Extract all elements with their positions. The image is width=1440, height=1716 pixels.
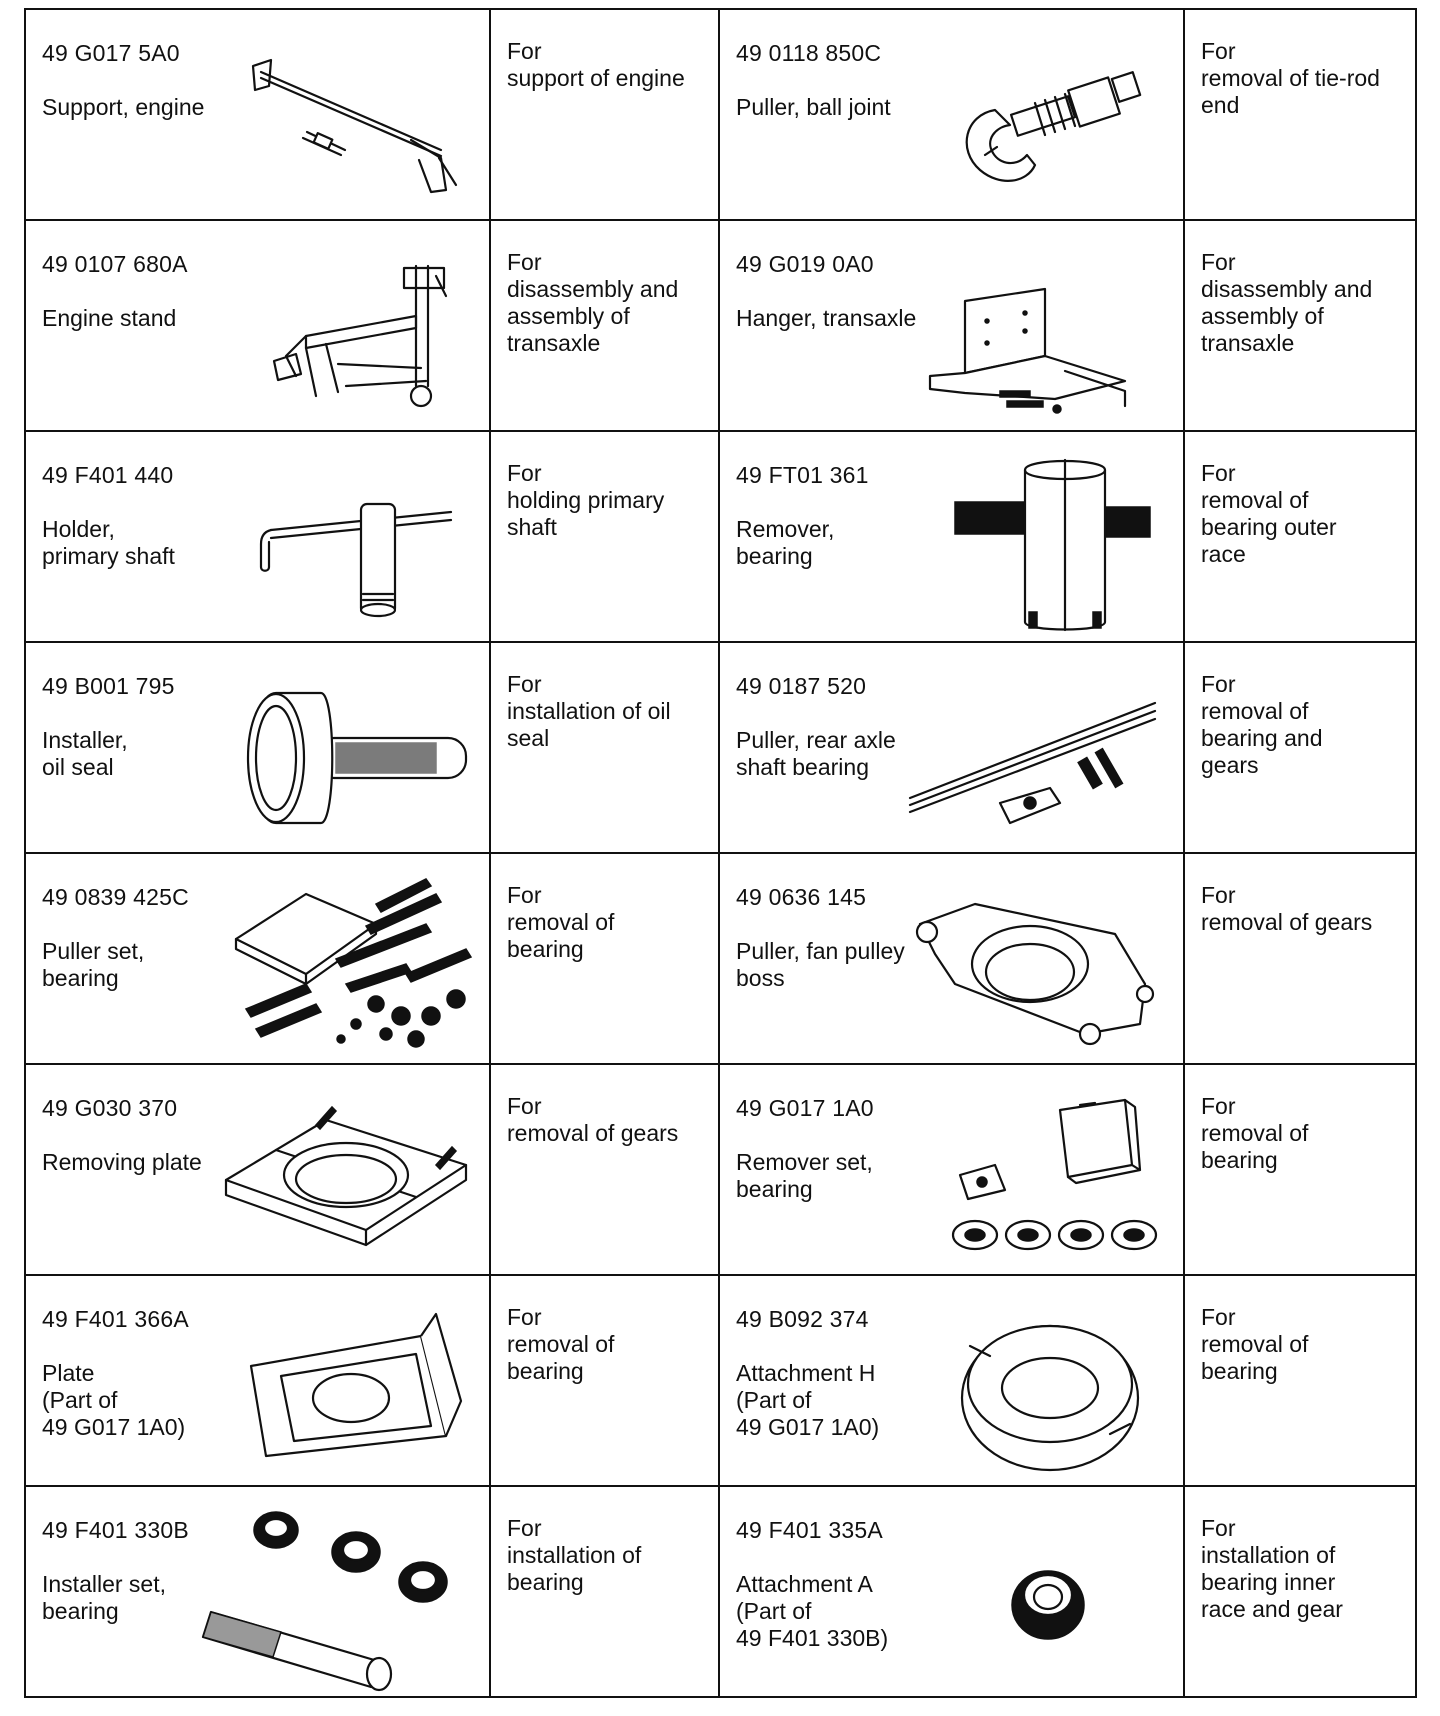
tool-name-line: Support, engine: [42, 94, 205, 120]
axle-bearing-puller-illustration: [905, 693, 1175, 843]
tool-name: [42, 1360, 185, 1441]
tool-name: [736, 938, 905, 992]
purpose-line: installation of: [507, 1542, 642, 1568]
tool-cell: [719, 1486, 1184, 1697]
purpose-line: For: [1201, 1304, 1236, 1330]
tool-cell: [719, 642, 1184, 853]
tool-name: [736, 305, 916, 332]
purpose-line: For: [507, 460, 542, 486]
purpose-line: For: [507, 38, 542, 64]
tool-name-line: Installer,: [42, 727, 128, 753]
table-row: [25, 1064, 1416, 1275]
table-row: [25, 1486, 1416, 1697]
tool-cell: [719, 1275, 1184, 1486]
part-number: 49 G030 370: [42, 1095, 178, 1121]
purpose-line: For: [1201, 460, 1236, 486]
tool-name-line: bearing: [736, 1176, 813, 1202]
engine-support-illustration: [241, 40, 481, 200]
tool-cell: [719, 1064, 1184, 1275]
tool-cell: [25, 1275, 490, 1486]
ball-joint-puller-illustration: [955, 55, 1175, 205]
purpose-line: For: [507, 249, 542, 275]
tool-cell: [719, 431, 1184, 642]
tool-cell: [719, 220, 1184, 431]
tool-name: [42, 94, 204, 121]
purpose-line: removal of gears: [507, 1120, 679, 1146]
purpose-line: removal of: [1201, 1120, 1309, 1146]
purpose-line: removal of: [507, 909, 615, 935]
purpose-line: bearing: [1201, 1358, 1278, 1384]
tool-name-line: Puller set,: [42, 938, 145, 964]
tool-table-sheet: [24, 8, 1415, 1703]
purpose-line: shaft: [507, 514, 557, 540]
puller-set-illustration: [226, 864, 486, 1064]
tool-cell: [25, 853, 490, 1064]
part-number: 49 FT01 361: [736, 462, 869, 488]
part-number: 49 B092 374: [736, 1306, 869, 1332]
tool-name-line: Plate: [42, 1360, 95, 1386]
part-number: 49 F401 440: [42, 462, 174, 488]
tool-name-line: (Part of: [42, 1387, 118, 1413]
installer-set-illustration: [201, 1502, 481, 1692]
purpose-line: bearing: [507, 1569, 584, 1595]
part-number: 49 0187 520: [736, 673, 867, 699]
part-number: 49 0107 680A: [42, 251, 188, 277]
purpose-line: disassembly and: [1201, 276, 1373, 302]
tool-name-line: Installer set,: [42, 1571, 166, 1597]
tool-name-line: bearing: [42, 965, 119, 991]
purpose-line: removal of tie-rod: [1201, 65, 1380, 91]
table-row: [25, 1275, 1416, 1486]
tool-name-line: Puller, rear axle: [736, 727, 896, 753]
purpose-cell: [1184, 1486, 1416, 1697]
purpose-cell: [490, 9, 719, 220]
bearing-remover-illustration: [945, 452, 1175, 637]
engine-stand-illustration: [266, 256, 476, 421]
tool-name-line: (Part of: [736, 1387, 812, 1413]
purpose-line: For: [1201, 1515, 1236, 1541]
purpose-line: transaxle: [507, 330, 601, 356]
tool-name-line: Remover,: [736, 516, 835, 542]
part-number: 49 G017 5A0: [42, 40, 180, 66]
tool-name-line: Remover set,: [736, 1149, 873, 1175]
part-number: 49 0636 145: [736, 884, 867, 910]
part-number: 49 0839 425C: [42, 884, 189, 910]
tool-cell: [25, 431, 490, 642]
purpose-cell: [490, 642, 719, 853]
part-number: 49 G017 1A0: [736, 1095, 874, 1121]
purpose-line: assembly of: [1201, 303, 1324, 329]
purpose-cell: [490, 1064, 719, 1275]
tool-name: [42, 1571, 166, 1625]
purpose-line: support of engine: [507, 65, 685, 91]
purpose-cell: [490, 220, 719, 431]
purpose-line: For: [1201, 882, 1236, 908]
purpose-line: For: [1201, 671, 1236, 697]
tool-cell: [25, 220, 490, 431]
purpose-line: For: [507, 671, 542, 697]
table-row: [25, 9, 1416, 220]
purpose-cell: [490, 1486, 719, 1697]
purpose-line: removal of gears: [1201, 909, 1373, 935]
tool-name: [42, 938, 144, 992]
tool-cell: [25, 1486, 490, 1697]
tool-name-line: shaft bearing: [736, 754, 869, 780]
tool-name-line: 49 G017 1A0): [736, 1414, 880, 1440]
tool-name-line: bearing: [736, 543, 813, 569]
fan-pulley-puller-illustration: [915, 884, 1175, 1049]
purpose-line: disassembly and: [507, 276, 679, 302]
tool-cell: [25, 642, 490, 853]
attachment-a-illustration: [1000, 1557, 1100, 1652]
purpose-line: For: [507, 1093, 542, 1119]
purpose-line: removal of: [1201, 1331, 1309, 1357]
purpose-line: bearing outer: [1201, 514, 1337, 540]
shaft-holder-illustration: [251, 482, 481, 622]
tool-name-line: Attachment A: [736, 1571, 873, 1597]
tool-name-line: 49 G017 1A0): [42, 1414, 186, 1440]
part-number: 49 F401 366A: [42, 1306, 189, 1332]
purpose-line: For: [507, 1515, 542, 1541]
purpose-line: race and gear: [1201, 1596, 1343, 1622]
purpose-line: holding primary: [507, 487, 665, 513]
purpose-cell: [1184, 9, 1416, 220]
purpose-line: For: [1201, 249, 1236, 275]
purpose-line: For: [1201, 38, 1236, 64]
tool-name-line: Puller, fan pulley: [736, 938, 905, 964]
part-number: 49 0118 850C: [736, 40, 882, 66]
purpose-cell: [490, 853, 719, 1064]
tool-name: [42, 516, 175, 570]
tool-name: [42, 1149, 202, 1176]
purpose-line: For: [1201, 1093, 1236, 1119]
purpose-line: bearing and: [1201, 725, 1323, 751]
part-number: 49 G019 0A0: [736, 251, 874, 277]
tool-name-line: Hanger, transaxle: [736, 305, 917, 331]
tool-name-line: Removing plate: [42, 1149, 202, 1175]
tool-name-line: Engine stand: [42, 305, 177, 331]
transaxle-hanger-illustration: [925, 281, 1175, 421]
purpose-line: seal: [507, 725, 550, 751]
purpose-line: transaxle: [1201, 330, 1295, 356]
purpose-cell: [1184, 431, 1416, 642]
purpose-line: bearing: [507, 936, 584, 962]
plate-illustration: [236, 1306, 481, 1471]
purpose-cell: [1184, 642, 1416, 853]
tool-cell: [25, 1064, 490, 1275]
table-row: [25, 431, 1416, 642]
tool-name: [736, 1149, 873, 1203]
tool-cell: [25, 9, 490, 220]
tool-name-line: Holder,: [42, 516, 115, 542]
purpose-line: bearing: [507, 1358, 584, 1384]
purpose-line: gears: [1201, 752, 1259, 778]
remover-set-illustration: [950, 1095, 1175, 1265]
purpose-line: For: [507, 1304, 542, 1330]
purpose-line: bearing: [1201, 1147, 1278, 1173]
purpose-cell: [490, 431, 719, 642]
attachment-h-illustration: [950, 1306, 1175, 1476]
purpose-line: end: [1201, 92, 1240, 118]
tool-name: [736, 94, 891, 121]
purpose-line: removal of: [1201, 698, 1309, 724]
purpose-line: installation of oil: [507, 698, 671, 724]
purpose-line: For: [507, 882, 542, 908]
tool-cell: [719, 9, 1184, 220]
purpose-line: race: [1201, 541, 1246, 567]
purpose-line: removal of: [507, 1331, 615, 1357]
table-row: [25, 220, 1416, 431]
tool-cell: [719, 853, 1184, 1064]
purpose-line: installation of: [1201, 1542, 1336, 1568]
part-number: 49 F401 330B: [42, 1517, 189, 1543]
purpose-cell: [1184, 1275, 1416, 1486]
table-row: [25, 853, 1416, 1064]
tool-name: [736, 516, 834, 570]
tool-name-line: Attachment H: [736, 1360, 876, 1386]
tool-name: [736, 1571, 888, 1652]
special-tools-table: [24, 8, 1417, 1698]
purpose-cell: [1184, 853, 1416, 1064]
tool-name-line: oil seal: [42, 754, 114, 780]
purpose-cell: [1184, 220, 1416, 431]
tool-name-line: Puller, ball joint: [736, 94, 891, 120]
tool-name: [736, 1360, 879, 1441]
tool-name: [42, 305, 176, 332]
purpose-line: bearing inner: [1201, 1569, 1336, 1595]
part-number: 49 F401 335A: [736, 1517, 883, 1543]
tool-name-line: primary shaft: [42, 543, 175, 569]
purpose-line: removal of: [1201, 487, 1309, 513]
oil-seal-installer-illustration: [246, 683, 481, 833]
purpose-cell: [1184, 1064, 1416, 1275]
part-number: 49 B001 795: [42, 673, 175, 699]
tool-name: [736, 727, 896, 781]
tool-name-line: 49 F401 330B): [736, 1625, 889, 1651]
table-row: [25, 642, 1416, 853]
tool-name-line: (Part of: [736, 1598, 812, 1624]
purpose-cell: [490, 1275, 719, 1486]
removing-plate-illustration: [216, 1085, 486, 1270]
purpose-line: assembly of: [507, 303, 630, 329]
tool-name-line: boss: [736, 965, 785, 991]
tool-name-line: bearing: [42, 1598, 119, 1624]
tool-name: [42, 727, 128, 781]
